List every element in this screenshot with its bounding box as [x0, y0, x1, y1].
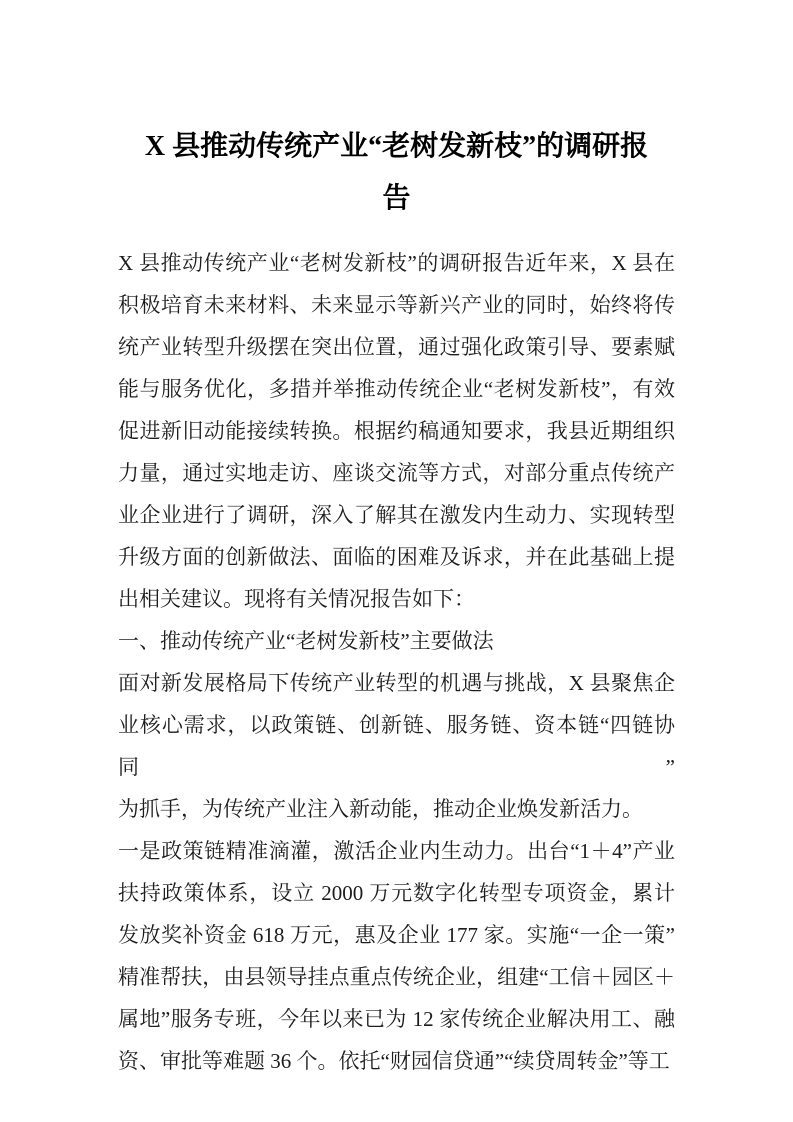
title-line: 告: [382, 183, 411, 214]
text-line: 属地”服务专班，今年以来已为 12 家传统企业解决用工、融: [118, 1007, 675, 1031]
text-line: 资、审批等难题 36 个。依托“财园信贷通”“续贷周转金”等工: [118, 1049, 670, 1073]
text-line: 升级方面的创新做法、面临的困难及诉求，并在此基础上提: [118, 545, 675, 569]
text-line: 一、推动传统产业“老树发新枝”主要做法: [118, 629, 494, 653]
document-title: [118, 121, 675, 225]
text-line: 一是政策链精准滴灌，激活企业内生动力。出台“1＋4”产业: [118, 839, 675, 863]
text-line: 为抓手，为传统产业注入新动能，推动企业焕发新活力。: [118, 797, 643, 821]
section-heading: [118, 620, 675, 662]
title-line: X 县推动传统产业“老树发新枝”的调研报: [144, 131, 649, 162]
text-line: 力量，通过实地走访、座谈交流等方式，对部分重点传统产: [118, 461, 675, 485]
text-line: 精准帮扶，由县领导挂点重点传统企业，组建“工信＋园区＋: [118, 965, 675, 989]
document-body: [118, 242, 675, 1082]
text-line: 扶持政策体系，设立 2000 万元数字化转型专项资金，累计: [118, 881, 675, 905]
text-line: 统产业转型升级摆在突出位置，通过强化政策引导、要素赋: [118, 335, 675, 359]
text-line: 能与服务优化，多措并举推动传统企业“老树发新枝”，有效: [118, 377, 675, 401]
text-line: 业核心需求，以政策链、创新链、服务链、资本链“四链协同”: [118, 713, 675, 779]
body-paragraph: [118, 662, 675, 830]
text-line: 业企业进行了调研，深入了解其在激发内生动力、实现转型: [118, 503, 675, 527]
text-line: X 县推动传统产业“老树发新枝”的调研报告近年来，X 县在: [118, 251, 675, 275]
body-paragraph: [118, 242, 675, 620]
body-paragraph: [118, 830, 675, 1082]
text-line: 促进新旧动能接续转换。根据约稿通知要求，我县近期组织: [118, 419, 675, 443]
text-line: 面对新发展格局下传统产业转型的机遇与挑战，X 县聚焦企: [118, 671, 675, 695]
text-line: 积极培育未来材料、未来显示等新兴产业的同时，始终将传: [118, 293, 675, 317]
text-line: 发放奖补资金 618 万元，惠及企业 177 家。实施“一企一策”: [118, 923, 675, 947]
text-line: 出相关建议。现将有关情况报告如下：: [118, 587, 475, 611]
